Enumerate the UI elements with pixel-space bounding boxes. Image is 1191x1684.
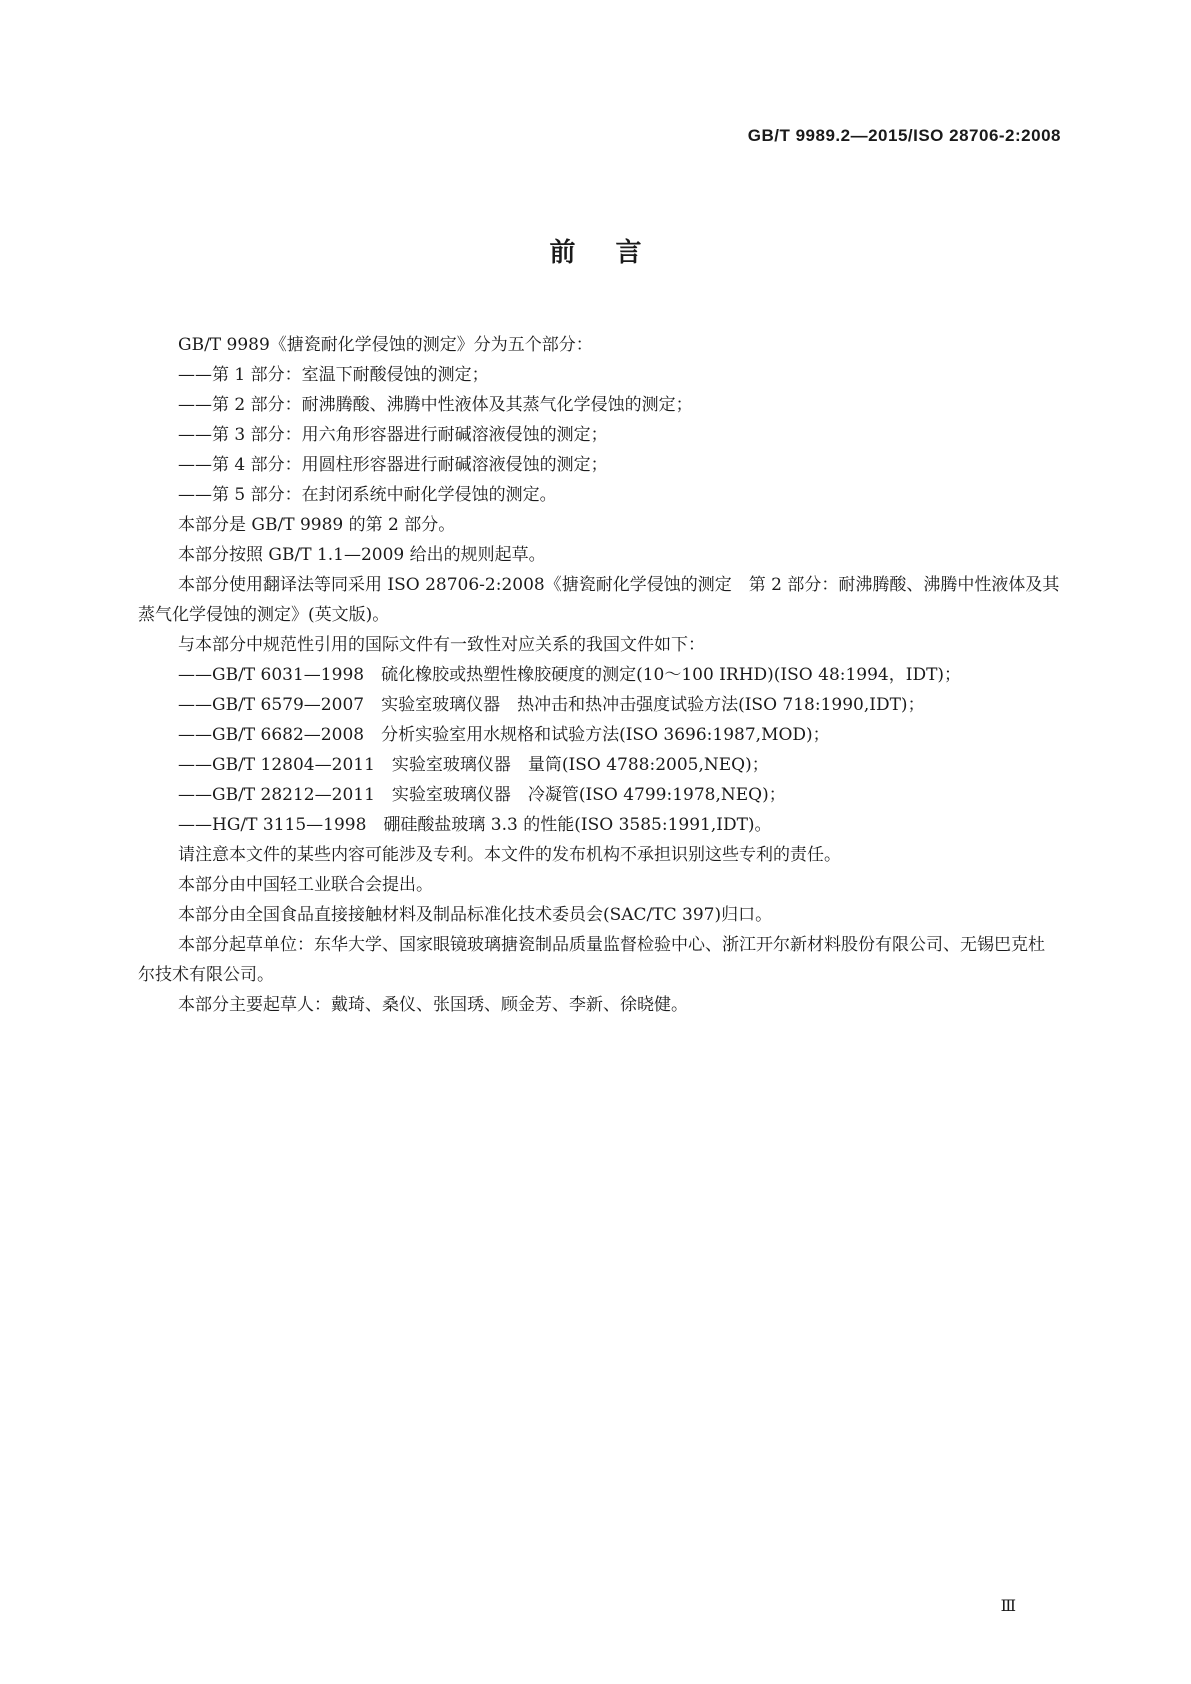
reference-item-gbt6579: ——GB/T 6579—2007 实验室玻璃仪器 热冲击和热冲击强度试验方法(ISO 718:1990,IDT)； [178, 695, 925, 715]
paragraph-proposed-by: 本部分由中国轻工业联合会提出。 [178, 875, 433, 895]
reference-item-gbt12804: ——GB/T 12804—2011 实验室玻璃仪器 量筒(ISO 4788:2005,NEQ)； [178, 755, 769, 775]
paragraph-drafting-units: 本部分起草单位：东华大学、国家眼镜玻璃搪瓷制品质量监督检验中心、浙江开尔新材料股份有限公司、无锡巴克杜尔技术有限公司。 [138, 935, 1045, 985]
reference-item-hgt3115: ——HG/T 3115—1998 硼硅酸盐玻璃 3.3 的性能(ISO 3585:1991,IDT)。 [178, 815, 772, 835]
page-title: 前言 [549, 238, 682, 268]
list-item-part-1: ——第 1 部分：室温下耐酸侵蚀的测定； [178, 365, 489, 385]
paragraph-translation: 本部分使用翻译法等同采用 ISO 28706-2:2008《搪瓷耐化学侵蚀的测定 第 2 部分：耐沸腾酸、沸腾中性液体及其蒸气化学侵蚀的测定》(英文版)。 [138, 575, 1060, 625]
reference-item-gbt28212: ——GB/T 28212—2011 实验室玻璃仪器 冷凝管(ISO 4799:1978,NEQ)； [178, 785, 786, 805]
paragraph-intro: GB/T 9989《搪瓷耐化学侵蚀的测定》分为五个部分： [178, 335, 593, 355]
list-item-part-3: ——第 3 部分：用六角形容器进行耐碱溶液侵蚀的测定； [178, 425, 608, 445]
paragraph-patent-notice: 请注意本文件的某些内容可能涉及专利。本文件的发布机构不承担识别这些专利的责任。 [178, 845, 841, 865]
paragraph-part-of: 本部分是 GB/T 9989 的第 2 部分。 [178, 515, 456, 535]
reference-item-gbt6682: ——GB/T 6682—2008 分析实验室用水规格和试验方法(ISO 3696:1987,MOD)； [178, 725, 830, 745]
standard-code: GB/T 9989.2—2015/ISO 28706-2:2008 [747, 126, 1061, 145]
paragraph-centralized-by: 本部分由全国食品直接接触材料及制品标准化技术委员会(SAC/TC 397)归口。 [178, 905, 773, 925]
paragraph-drafting-rules: 本部分按照 GB/T 1.1—2009 给出的规则起草。 [178, 545, 546, 565]
list-item-part-4: ——第 4 部分：用圆柱形容器进行耐碱溶液侵蚀的测定； [178, 455, 608, 475]
list-item-part-2: ——第 2 部分：耐沸腾酸、沸腾中性液体及其蒸气化学侵蚀的测定； [178, 395, 693, 415]
paragraph-references-intro: 与本部分中规范性引用的国际文件有一致性对应关系的我国文件如下： [178, 635, 705, 655]
paragraph-drafters: 本部分主要起草人：戴琦、桑仪、张国琇、顾金芳、李新、徐晓健。 [178, 995, 688, 1015]
list-item-part-5: ——第 5 部分：在封闭系统中耐化学侵蚀的测定。 [178, 485, 557, 505]
reference-item-gbt6031: ——GB/T 6031—1998 硫化橡胶或热塑性橡胶硬度的测定(10～100 IRHD)(ISO 48:1994，IDT)； [178, 665, 962, 685]
page-number: Ⅲ [1000, 1596, 1016, 1615]
foreword-body [138, 330, 1060, 1020]
